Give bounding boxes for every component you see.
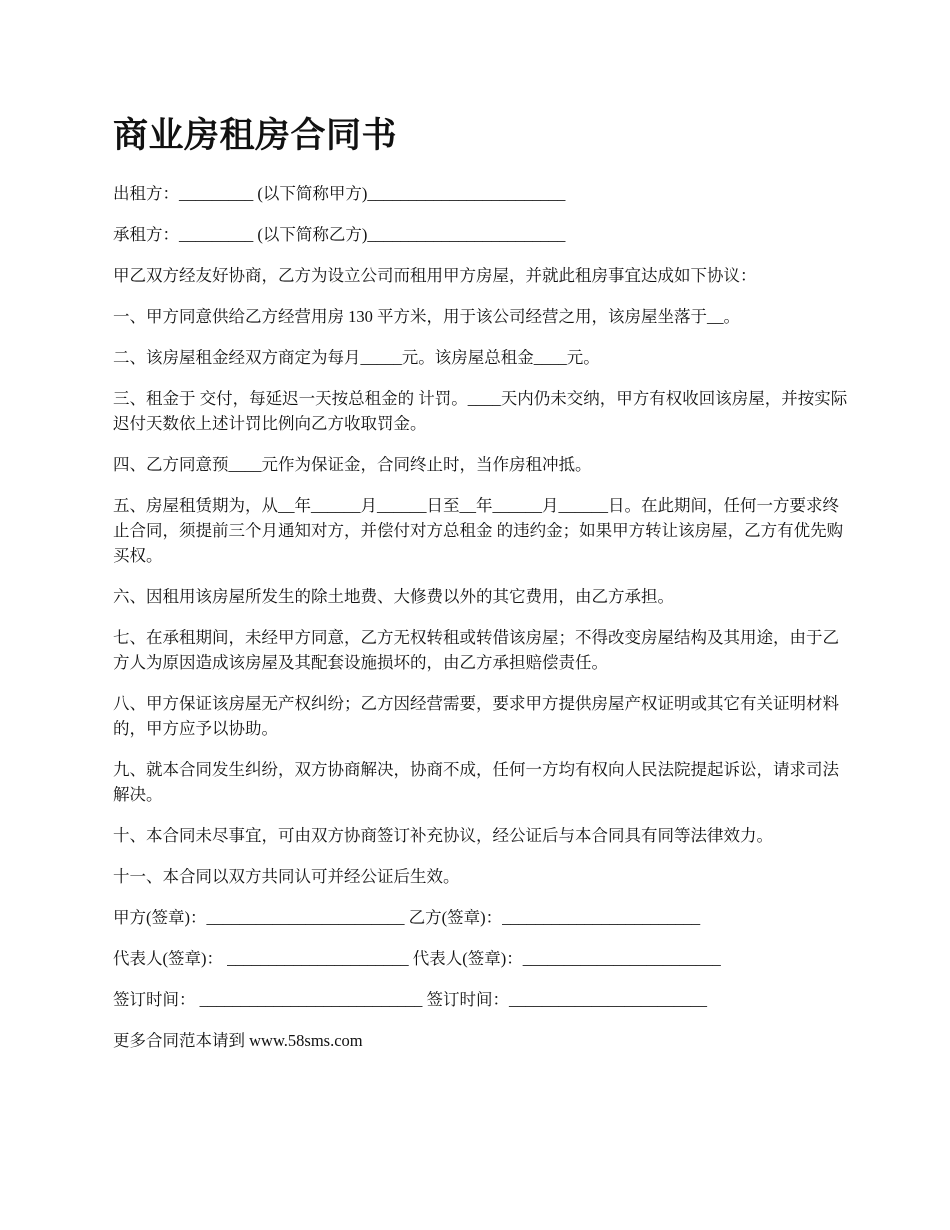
signature-line-date: 签订时间： ___________________________ 签订时间：________________________ xyxy=(113,990,707,1009)
clause-5: 五、房屋租赁期为，从__年______月______日至__年______月______日。在此期间，任何一方要求终止合同，须提前三个月通知对方，并偿付对方总租金 的违约金；如果甲方转让该房屋，乙方有优先购买权。 xyxy=(113,496,844,565)
clause-11: 十一、本合同以双方共同认可并经公证后生效。 xyxy=(113,867,460,886)
clause-9: 九、就本合同发生纠纷，双方协商解决，协商不成，任何一方均有权向人民法院提起诉讼，请求司法解决。 xyxy=(113,760,839,804)
clause-4: 四、乙方同意预____元作为保证金，合同终止时，当作房租冲抵。 xyxy=(113,455,592,474)
lessor-line: 出租方：_________ (以下简称甲方)________________________ xyxy=(113,184,566,203)
footer-link-text: 更多合同范本请到 www.58sms.com xyxy=(113,1031,363,1050)
clause-10: 十、本合同未尽事宜，可由双方协商签订补充协议，经公证后与本合同具有同等法律效力。 xyxy=(113,826,773,845)
clause-6: 六、因租用该房屋所发生的除土地费、大修费以外的其它费用，由乙方承担。 xyxy=(113,587,674,606)
clause-7: 七、在承租期间，未经甲方同意，乙方无权转租或转借该房屋；不得改变房屋结构及其用途，由于乙方人为原因造成该房屋及其配套设施损坏的，由乙方承担赔偿责任。 xyxy=(113,628,839,672)
clause-2: 二、该房屋租金经双方商定为每月_____元。该房屋总租金____元。 xyxy=(113,348,600,367)
preamble: 甲乙双方经友好协商，乙方为设立公司而租用甲方房屋，并就此租房事宜达成如下协议： xyxy=(113,266,757,285)
signature-line-party: 甲方(签章)：________________________ 乙方(签章)：________________________ xyxy=(113,908,701,927)
lessee-line: 承租方：_________ (以下简称乙方)________________________ xyxy=(113,225,566,244)
clause-8: 八、甲方保证该房屋无产权纠纷；乙方因经营需要，要求甲方提供房屋产权证明或其它有关证明材料的，甲方应予以协助。 xyxy=(113,694,839,738)
clause-3: 三、租金于 交付，每延迟一天按总租金的 计罚。____天内仍未交纳，甲方有权收回该房屋，并按实际迟付天数依上述计罚比例向乙方收取罚金。 xyxy=(113,389,848,433)
signature-line-representative: 代表人(签章)： ______________________ 代表人(签章)：________________________ xyxy=(113,949,721,968)
page-title: 商业房租房合同书 xyxy=(113,116,398,156)
contract-page xyxy=(113,112,855,1053)
clause-1: 一、甲方同意供给乙方经营用房 130 平方米，用于该公司经营之用，该房屋坐落于__。 xyxy=(113,307,740,326)
